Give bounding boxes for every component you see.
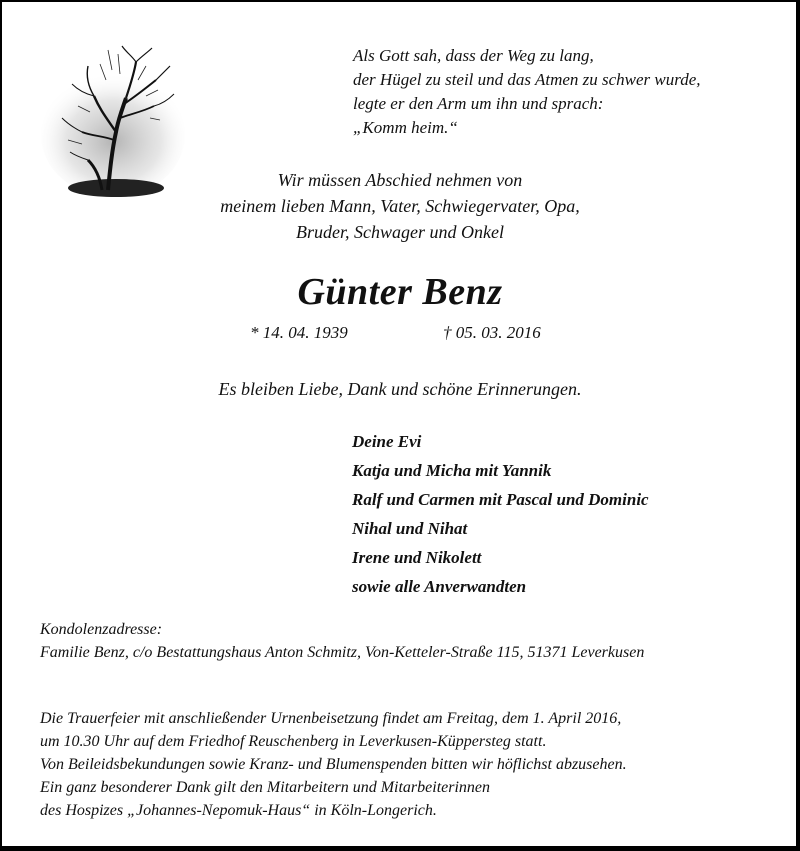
notice-line: um 10.30 Uhr auf dem Friedhof Reuschenberg in Leverkusen-Küppersteg statt. <box>40 733 547 750</box>
poem-line: „Komm heim.“ <box>353 118 458 137</box>
notice-line: des Hospizes „Johannes-Nepomuk-Haus“ in Köln-Longerich. <box>40 802 437 819</box>
intro-line: Bruder, Schwager und Onkel <box>296 222 504 242</box>
deceased-name: Günter Benz <box>297 271 503 313</box>
intro-line: Wir müssen Abschied nehmen von <box>277 170 523 190</box>
mourner-line: Deine Evi <box>352 432 422 451</box>
mourner-line: Katja und Micha mit Yannik <box>352 461 552 480</box>
poem <box>353 44 701 140</box>
intro-text <box>0 167 800 245</box>
poem-line: legte er den Arm um ihn und sprach: <box>353 94 604 113</box>
death-date: † 05. 03. 2016 <box>443 323 541 342</box>
notice-line: Die Trauerfeier mit anschließender Urnenbeisetzung findet am Freitag, dem 1. April 2016, <box>40 710 622 727</box>
notice-line: Ein ganz besonderer Dank gilt den Mitarbeitern und Mitarbeiterinnen <box>40 779 491 796</box>
mourners-list <box>352 427 649 601</box>
condolence-label: Kondolenzadresse: <box>40 621 163 638</box>
memorial-motto: Es bleiben Liebe, Dank und schöne Erinnerungen. <box>218 379 582 399</box>
mourner-line: Nihal und Nihat <box>352 519 468 538</box>
mourner-line: Ralf und Carmen mit Pascal und Dominic <box>352 490 649 509</box>
mourner-line: Irene und Nikolett <box>352 548 482 567</box>
intro-line: meinem lieben Mann, Vater, Schwiegervater, Opa, <box>220 196 580 216</box>
mourner-line: sowie alle Anverwandten <box>352 577 527 596</box>
funeral-notice <box>40 707 627 822</box>
poem-line: der Hügel zu steil und das Atmen zu schwer wurde, <box>353 70 701 89</box>
poem-line: Als Gott sah, dass der Weg zu lang, <box>353 46 594 65</box>
birth-date: * 14. 04. 1939 <box>250 323 348 342</box>
notice-line: Von Beileidsbekundungen sowie Kranz- und Blumenspenden bitten wir höflichst abzusehen. <box>40 756 627 773</box>
condolence-address: Familie Benz, c/o Bestattungshaus Anton Schmitz, Von-Ketteler-Straße 115, 51371 Leverkusen <box>40 644 645 661</box>
